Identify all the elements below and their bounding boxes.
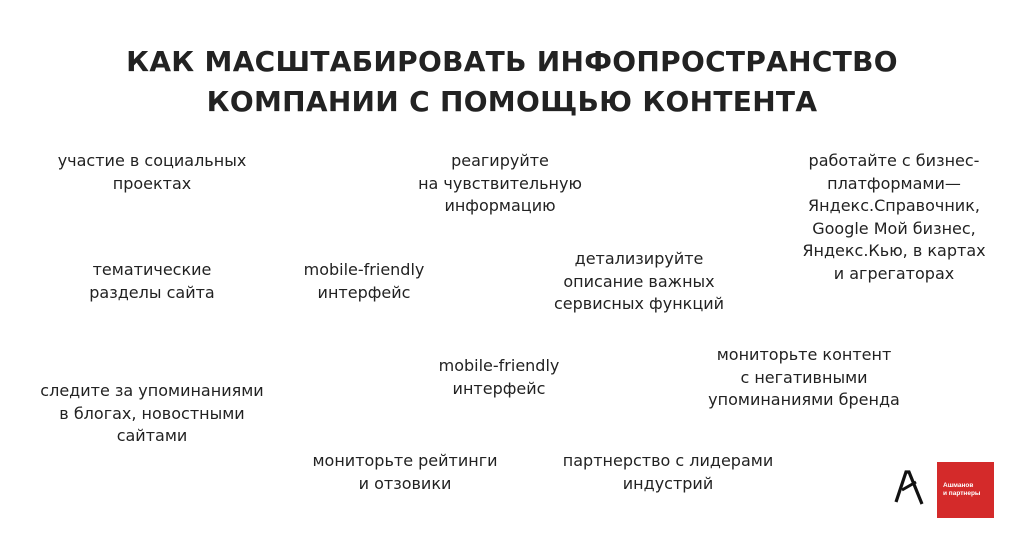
tip-negative-mentions: мониторьте контент с негативными упоминаниями бренда — [708, 345, 900, 409]
tip-ratings-reviews: мониторьте рейтинги и отзовики — [312, 451, 498, 493]
tip-thematic-sections: тематические разделы сайта — [89, 260, 215, 302]
tip-social-projects: участие в социальных проектах — [57, 151, 247, 193]
tip-service-functions: детализируйте описание важных сервисных функций — [553, 249, 725, 313]
brand-logo-badge — [937, 462, 994, 518]
page-title — [0, 42, 1024, 122]
stylized-letter-a-icon — [894, 468, 924, 506]
tip-industry-leaders: партнерство с лидерами индустрий — [562, 451, 774, 493]
brand-line-2: и партнеры — [943, 490, 981, 497]
tip-mobile-friendly-2: mobile-friendly интерфейс — [438, 356, 560, 398]
title-line-1: КАК МАСШТАБИРОВАТЬ ИНФОПРОСТРАНСТВО — [126, 45, 898, 78]
title-line-2: КОМПАНИИ С ПОМОЩЬЮ КОНТЕНТА — [206, 85, 818, 118]
brand-line-1: Ашманов — [943, 482, 974, 489]
tip-blog-mentions: следите за упоминаниями в блогах, новостными сайтами — [40, 381, 264, 445]
tip-sensitive-info: реагируйте на чувствительную информацию — [418, 151, 582, 215]
tip-business-platforms: работайте с бизнес- платформами— Яндекс.Справочник, Google Мой бизнес, Яндекс.Кью, в картах и агрегаторах — [802, 151, 986, 283]
tip-mobile-friendly-1: mobile-friendly интерфейс — [303, 260, 425, 302]
